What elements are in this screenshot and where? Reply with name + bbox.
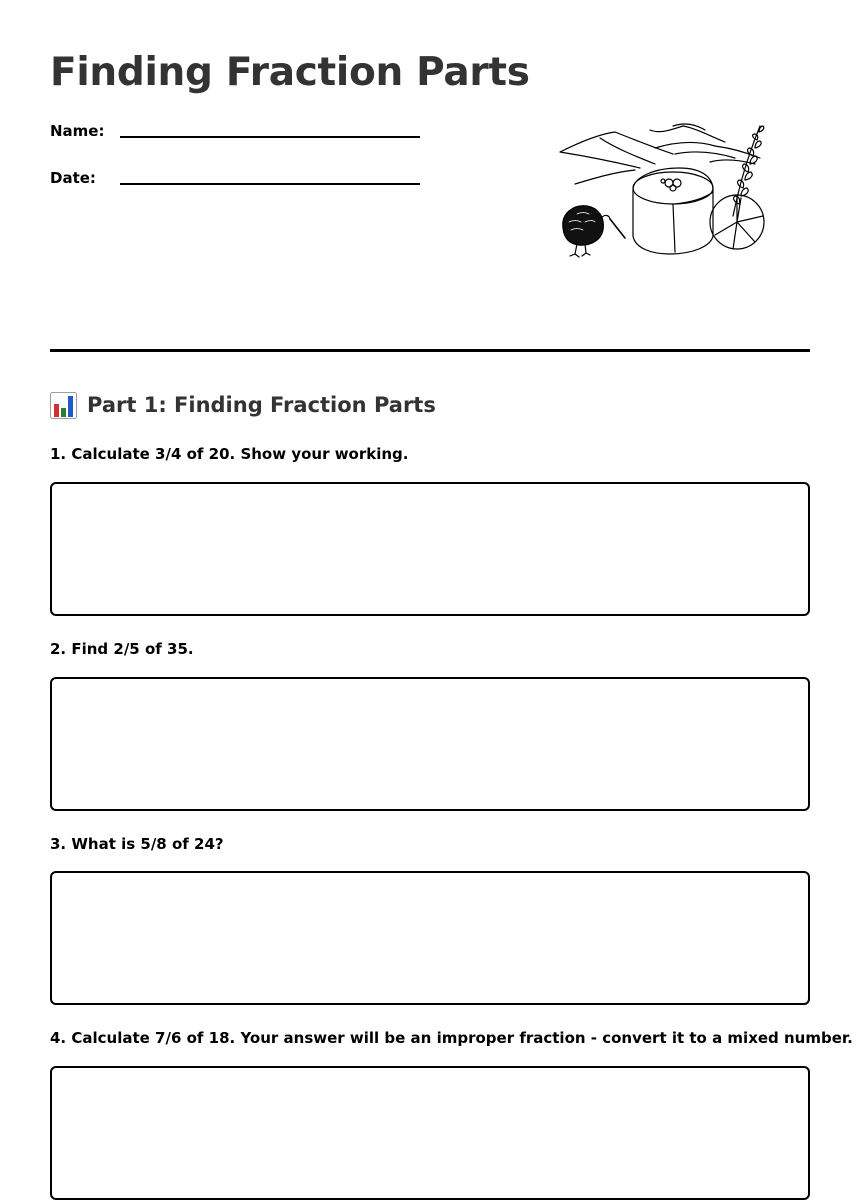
date-field	[50, 169, 430, 199]
name-label: Name:	[50, 122, 105, 140]
bar-chart-icon	[50, 392, 77, 419]
question-2: 2. Find 2/5 of 35.	[50, 640, 194, 658]
landscape-illustration	[555, 118, 780, 263]
section-divider	[50, 349, 810, 352]
page-title: Finding Fraction Parts	[50, 50, 530, 95]
question-1: 1. Calculate 3/4 of 20. Show your working.	[50, 445, 409, 463]
question-4: 4. Calculate 7/6 of 18. Your answer will be an improper fraction - convert it to a mixed number.	[50, 1029, 853, 1047]
name-input-line[interactable]	[120, 136, 420, 138]
date-label: Date:	[50, 169, 96, 187]
answer-box-1[interactable]	[50, 482, 810, 616]
answer-box-4[interactable]	[50, 1066, 810, 1200]
answer-box-2[interactable]	[50, 677, 810, 811]
name-field	[50, 122, 430, 152]
date-input-line[interactable]	[120, 183, 420, 185]
answer-box-3[interactable]	[50, 871, 810, 1005]
question-3: 3. What is 5/8 of 24?	[50, 835, 224, 853]
section-title: Part 1: Finding Fraction Parts	[87, 393, 436, 417]
section-heading	[50, 389, 436, 421]
